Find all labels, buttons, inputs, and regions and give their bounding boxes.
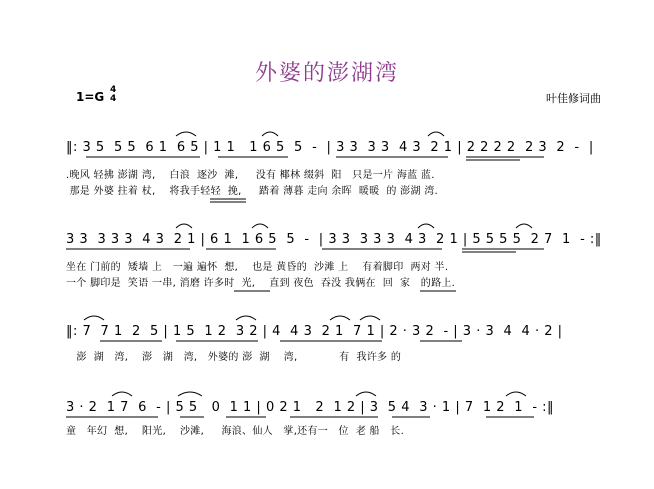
key-signature: 1=G (76, 90, 105, 104)
time-signature-bottom: 4 (110, 94, 117, 104)
time-signature (110, 86, 116, 104)
notation-line: 3 3 3 3 3 4 3 2 1 | 6 1 1 6 5 5 - | 3 3 3 3 3 4 3 2 1 | 5 5 5 5 2 7 1 - :‖ (66, 232, 602, 247)
author-credit: 叶佳修词曲 (546, 92, 601, 105)
lyric-line: .晚风 轻拂 澎湖 湾, 白浪 逐沙 滩, 没有 椰林 缀斜 阳 只是一片 海蓝 蓝. (66, 170, 435, 181)
lyric-line: 那是 外婆 拄着 杖, 将我手轻轻 挽, 踏着 薄暮 走向 余晖 暖暖 的 澎湖 湾. (66, 186, 439, 197)
score-system-4 (0, 400, 654, 462)
song-title: 外婆的澎湖湾 (254, 61, 399, 86)
notation-line: ‖: 3 5 5 5 6 1 6 5 | 1 1 1 6 5 5 - | 3 3 3 3 4 3 2 1 | 2 2 2 2 2 3 2 - | (66, 140, 594, 155)
time-signature-top: 4 (110, 85, 117, 95)
score-system-3 (0, 324, 654, 386)
lyric-line: 童 年幻 想, 阳光, 沙滩, 海浪、仙人 掌,还有一 位 老 船 长. (66, 426, 405, 437)
score-system-2 (0, 232, 654, 294)
lyric-line: 坐在 门前的 矮墙 上 一遍 遍怀 想, 也是 黄昏的 沙滩 上 有着脚印 两对 半. (66, 262, 449, 273)
lyric-line: 一个 脚印是 笑语 一串, 消磨 许多时 光, 直到 夜色 吞没 我俩在 回 家 的路上. (66, 278, 456, 289)
notation-line: 3 · 2 1 7 6 - | 5 5 0 1 1 | 0 2 1 2 1 2 | 3 5 4 3 · 1 | 7 1 2 1 - :‖ (66, 400, 555, 415)
lyric-line: 澎 湖 湾, 澎 湖 湾, 外婆的 澎 湖 湾, 有 我许多 的 (66, 352, 402, 363)
score-system-1 (0, 140, 654, 202)
notation-line: ‖: 7 7 1 2 5 | 1 5 1 2 3 2 | 4 4 3 2 1 7 1 | 2 · 3 2 - | 3 · 3 4 4 · 2 | (66, 324, 563, 339)
